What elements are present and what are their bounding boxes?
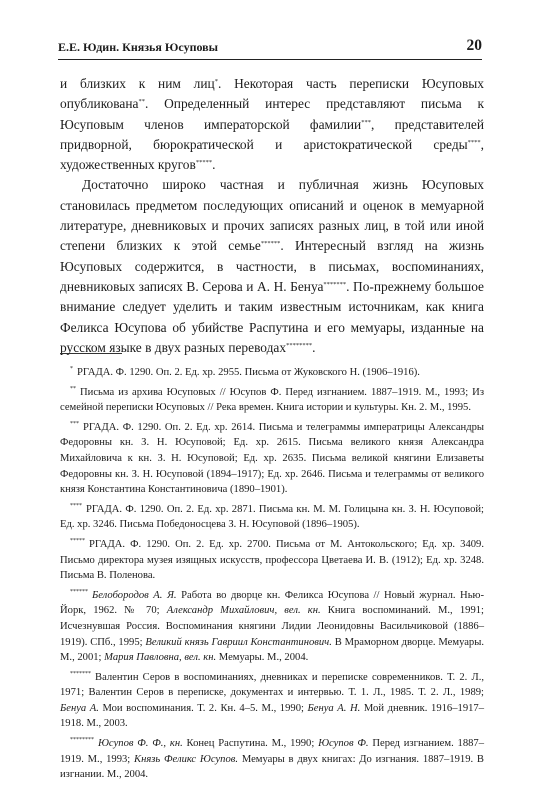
footnote-ref[interactable]: ** <box>138 98 145 106</box>
footnote-mark: * <box>70 366 73 372</box>
footnote-mark: **** <box>70 502 82 509</box>
footnote-mark: ******** <box>70 737 94 744</box>
footnote-ref[interactable]: **** <box>467 138 481 146</box>
footnote-ref[interactable]: ******* <box>323 280 347 288</box>
footnote-ref[interactable]: ****** <box>260 240 281 248</box>
paragraph: и близких к ним лиц*. Некоторая часть переписки Юсуповых опубликована**. Определенный интерес представляют письма к Юсуповым членов императорской фамилии***, представителей придворной, бюрократической и аристократической среды****, художественных кругов*****. <box>60 76 484 173</box>
paragraph: Достаточно широко частная и публичная жизнь Юсуповых становилась предметом последующих описаний и оценок в мемуарной литературе, дневниковых и прочих записях разных лиц, в той или иной степени близких к этой семье******. Интересный взгляд на жизнь Юсуповых содержится, в частности, в письмах, воспоминаниях, дневниковых записях В. Серова и А. Н. Бенуа*******. По-прежнему большое внимание следует уделить и таким известным источникам, как книга Феликса Юсупова об убийстве Распутина и его мемуары, изданные на русском языке в двух разных переводах********. <box>60 177 484 355</box>
footnote: * РГАДА. Ф. 1290. Оп. 2. Ед. хр. 2955. Письма от Жуковского Н. (1906–1916). <box>70 366 420 378</box>
footnote-mark: ******* <box>70 670 91 677</box>
footnote-mark: ***** <box>70 537 85 544</box>
footnote: *** РГАДА. Ф. 1290. Оп. 2. Ед. хр. 2614. Письма и телеграммы императрицы Александры Федоровны кн. З. Н. Юсуповой; Ед. хр. 2615. Письма великого князя Александра Михайловича к кн. З. Н. Юсуповой; Ед. хр. 2635. Письма великой княгини Елизаветы Федоровны кн. З. Н. Юсуповой (1894–1917); Ед. хр. 2646. Письма и телеграммы от великого князя Константина Константиновича (1890–1901). <box>60 420 484 496</box>
footnote-ref[interactable]: ******** <box>286 341 313 349</box>
footnote-separator <box>60 353 122 354</box>
footnote-ref[interactable]: * <box>214 78 218 85</box>
footnote: ******** Юсупов Ф. Ф., кн. Конец Распутина. М., 1990; Юсупов Ф. Перед изгнанием. 1887–1919. М., 1993; Князь Феликс Юсупов. Мемуары в двух книгах: До изгнания. 1887–1919. В изгнании. М., 2004. <box>60 737 485 781</box>
running-head <box>58 39 482 60</box>
footnote-ref[interactable]: *** <box>361 118 371 126</box>
footnotes <box>60 365 484 787</box>
footnote-mark: ** <box>70 385 76 392</box>
footnote-mark: ****** <box>70 588 88 595</box>
footnote-ref[interactable]: ***** <box>195 159 213 167</box>
running-head-title: Е.Е. Юдин. Князья Юсуповы <box>58 40 219 54</box>
footnote: ****** Белобородов А. Я. Работа во дворце кн. Феликса Юсупова // Новый журнал. Нью-Йорк, 1962. № 70; Александр Михайлович, вел. кн. Книга воспоминаний. М., 1991; Исчезнувшая Россия. Воспоминания княгини Лидии Леонидовны Васильчиковой (1886–1919). СПб., 1995; Великий князь Гавриил Константинович. В Мраморном дворце. Мемуары. М., 2001; Мария Павловна, вел. кн. Мемуары. М., 2004. <box>60 588 484 664</box>
page-number: 20 <box>466 37 482 54</box>
footnote: **** РГАДА. Ф. 1290. Оп. 2. Ед. хр. 2871. Письма кн. М. М. Голицына кн. З. Н. Юсуповой; Ед. хр. 3246. Письма Победоносцева З. Н. Юсуповой (1896–1905). <box>60 502 484 531</box>
footnote: ** Письма из архива Юсуповых // Юсупов Ф. Перед изгнанием. 1887–1919. М., 1993; Из семейной переписки Юсуповых // Река времен. Книга истории и культуры. Кн. 2. М., 1995. <box>60 385 484 414</box>
footnote-mark: *** <box>70 420 79 427</box>
main-text <box>60 74 484 358</box>
footnote: ***** РГАДА. Ф. 1290. Оп. 2. Ед. хр. 2700. Письма от М. Антокольского; Ед. хр. 3409. Письмо директора музея изящных искусств, профессора Цветаева И. В. (1912); Ед. хр. 3248. Письма В. Поленова. <box>60 537 484 582</box>
footnote: ******* Валентин Серов в воспоминаниях, дневниках и переписке современников. Т. 2. Л., 1971; Валентин Серов в переписке, документах и интервью. Т. 1. Л., 1985. Т. 2. Л., 1989; Бенуа А. Мои воспоминания. Т. 2. Кн. 4–5. М., 1990; Бенуа А. Н. Мой дневник. 1916–1917–1918. М., 2003. <box>60 670 485 730</box>
